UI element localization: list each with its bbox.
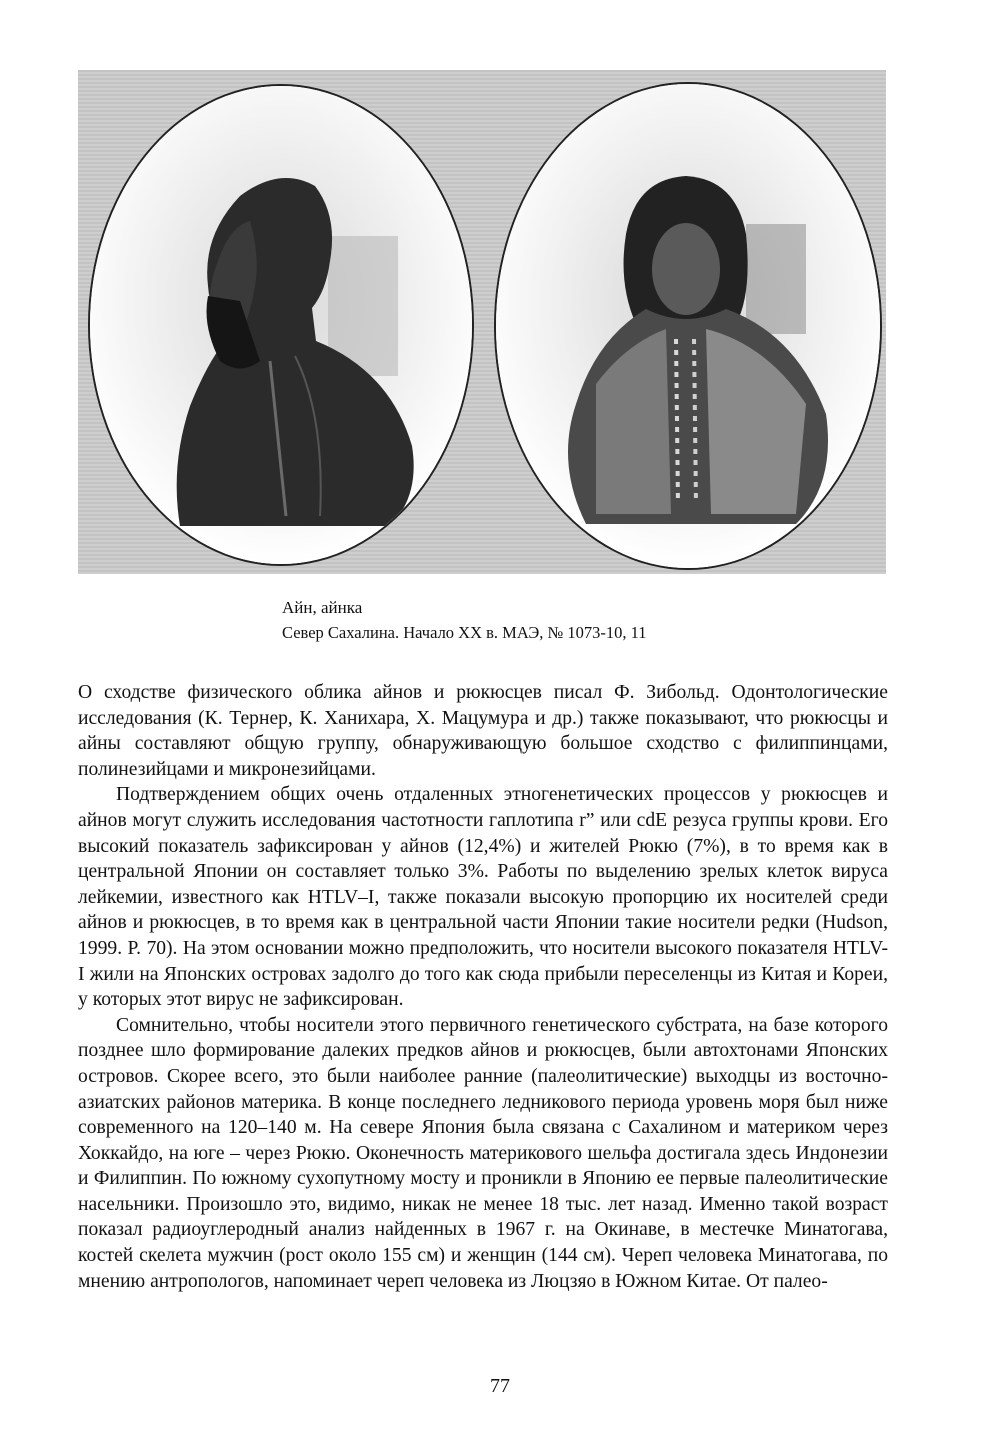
page-number: 77 — [490, 1375, 510, 1397]
caption-source: Север Сахалина. Начало XX в. МАЭ, № 1073-10, 11 — [282, 623, 647, 642]
portrait-oval-right — [494, 82, 882, 570]
figure-caption — [282, 595, 647, 645]
body-text — [78, 680, 888, 1294]
ainu-woman-portrait — [496, 84, 880, 568]
caption-title: Айн, айнка — [282, 598, 363, 617]
portrait-oval-left — [88, 84, 474, 566]
paragraph-3: Сомнительно, чтобы носители этого первичного генетического субстрата, на базе которого позднее шло формирование далеких предков айнов и рюкюсцев, были автохтонами Японских островов. Скорее всего, это были наиболее ранние (палеолитические) выходцы из восточно-азиатских районов материка. В конце последнего ледникового периода уровень моря был ниже современного на 120–140 м. На севере Япония была связана с Сахалином и материком через Хоккайдо, на юге – через Рюкю. Оконечность материкового шельфа достигала здесь Индонезии и Филиппин. По южному сухопутному мосту и проникли в Японию ее первые палеолитические насельники. Произошло это, видимо, никак не менее 18 тыс. лет назад. Именно такой возраст показал радиоуглеродный анализ найденных в 1967 г. на Окинаве, в местечке Минатогава, костей скелета мужчин (рост около 155 см) и женщин (144 см). Череп человека Минатогава, по мнению антропологов, напоминает череп человека из Люцзяо в Южном Китае. От палео- — [78, 1014, 888, 1292]
paragraph-2: Подтверждением общих очень отдаленных этногенетических процессов у рюкюсцев и айнов могут служить исследования частотности гаплотипа r” или cdE резуса группы крови. Его высокий показатель зафиксирован у айнов (12,4%) и жителей Рюкю (7%), в то время как в центральной Японии он составляет только 3%. Работы по выделению зрелых клеток вируса лейкемии, известного как HTLV–I, также показали высокую пропорцию их носителей среди айнов и рюкюсцев, в то время как в центральной части Японии такие носители редки (Hudson, 1999. P. 70). На этом основании можно предположить, что носители высокого показателя HTLV-I жили на Японских островах задолго до того как сюда прибыли переселенцы из Китая и Кореи, у которых этот вирус не зафиксирован. — [78, 784, 888, 1011]
ainu-man-portrait — [90, 86, 472, 564]
photo-plate — [78, 70, 886, 574]
paragraph-1: О сходстве физического облика айнов и рюкюсцев писал Ф. Зибольд. Одонтологические исследования (К. Тернер, К. Ханихара, Х. Мацумура и др.) также показывают, что рюкюсцы и айны составляют общую группу, обнаруживающую большое сходство с филиппинцами, полинезийцами и микронезийцами. — [78, 682, 888, 780]
